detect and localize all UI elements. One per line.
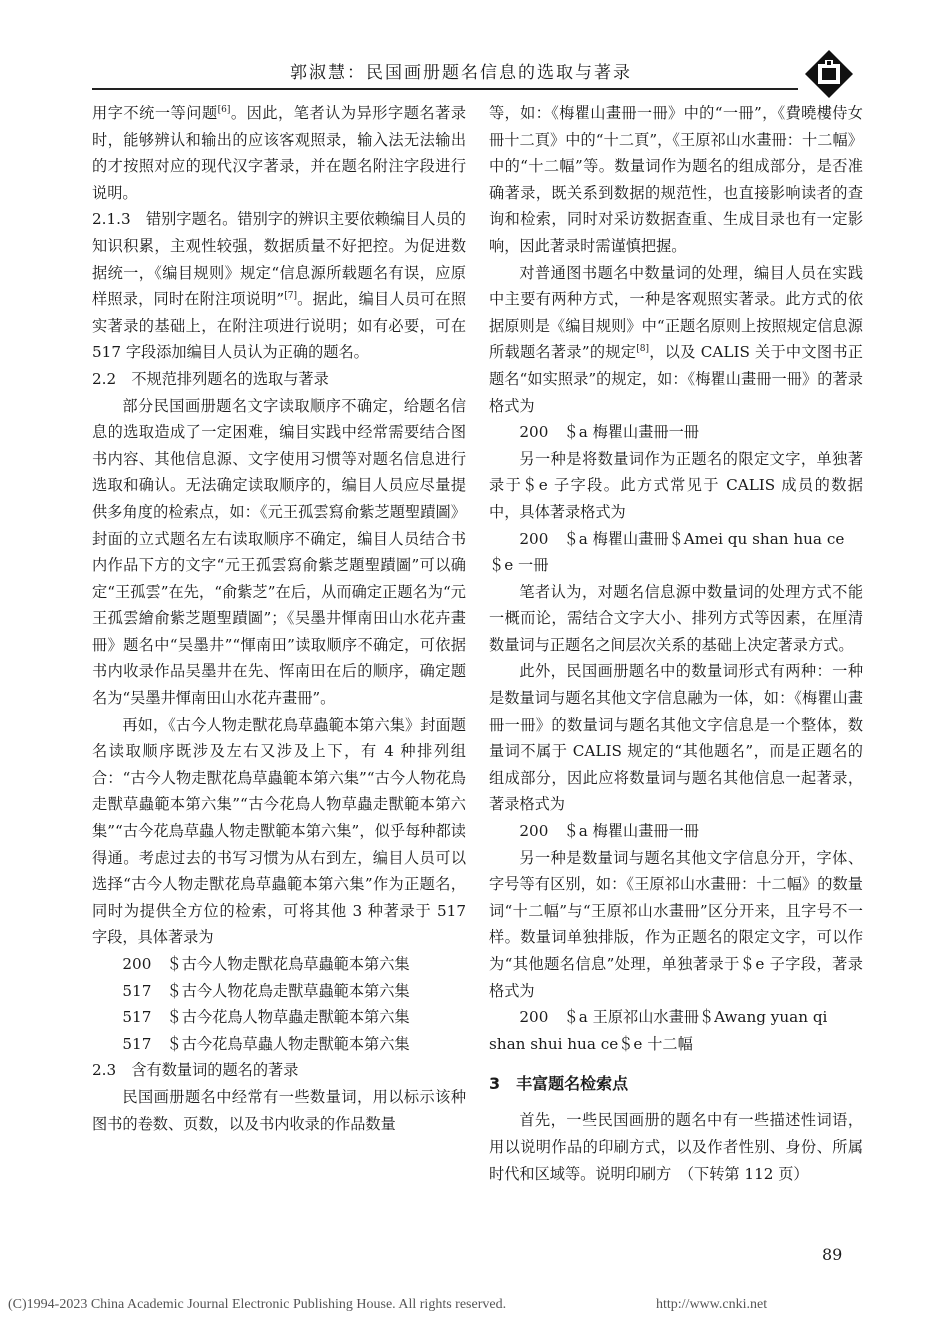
paragraph: 部分民国画册题名文字读取顺序不确定，给题名信息的选取造成了一定困难，编目实践中经常需要结合图书内容、其他信息源、文字使用习惯等对题名信息进行选取和确认。无法确定读取顺序的，编目人员应尽量提供多角度的检索点，如：《元王孤雲寫俞紫芝題聖蹟圖》封面的立式题名左右读取顺序不确定，编目人员结合书内作品下方的文字“元王孤雲寫俞紫芝題聖蹟圖”可以确定“王孤雲”在先，“俞紫芝”在后，从而确定正题名为“元王孤雲繪俞紫芝題聖蹟圖”；《吴墨井惲南田山水花卉畫冊》题名中“吴墨井”“惲南田”读取顺序不确定，可依据书内收录作品吴墨井在先、恽南田在后的顺序，确定题名为“吴墨井惲南田山水花卉畫冊”。: [92, 396, 466, 708]
paragraph: 另一种是将数量词作为正题名的限定文字，单独著录于＄e 子字段。此方式常见于 CALIS 成员的数据中，具体著录格式为: [489, 449, 863, 521]
citation[interactable]: [8]: [636, 344, 650, 355]
paragraph: 此外，民国画册题名中的数量词形式有两种：一种是数量词与题名其他文字信息融为一体，如：《梅瞿山畫冊一冊》的数量词与题名其他文字信息是一个整体，数量词不属于 CALIS 规定的“其他题名”，而是正题名的组成部分，因此应将数量词与题名其他信息一起著录，著录格式为: [489, 662, 863, 814]
paragraph: 首先，一些民国画册的题名中有一些描述性词语，用以说明作品的印刷方式，以及作者性别、身份、所属时代和区域等。说明印刷方 （下转第 112 页）: [489, 1111, 863, 1183]
record-line: 517 ＄古今花鳥人物草蟲走獸範本第六集: [122, 1008, 410, 1027]
paragraph: 再如，《古今人物走獸花鳥草蟲範本第六集》封面题名读取顺序既涉及左右又涉及上下，有 4 种排列组合：“古今人物走獸花鳥草蟲範本第六集”“古今人物花鳥走獸草蟲範本第六集”“古今花鳥人物草蟲走獸範本第六集”“古今花鳥草蟲人物走獸範本第六集”，似乎每种都读得通。考虑过去的书写习惯为从右到左，编目人员可以选择“古今人物走獸花鳥草蟲範本第六集”作为正题名，同时为提供全方位的检索，可将其他 3 种著录于 517 字段，具体著录为: [92, 715, 466, 947]
journal-logo-icon: [803, 48, 855, 100]
section-heading: 3 丰富题名检索点: [489, 1074, 629, 1094]
copyright-footer: (C)1994-2023 China Academic Journal Electronic Publishing House. All rights reserved.: [8, 1297, 507, 1312]
footer-link[interactable]: http://www.cnki.net: [656, 1297, 768, 1312]
paragraph: 民国画册题名中经常有一些数量词，用以标示该种图书的卷数、页数，以及书内收录的作品数量: [92, 1087, 466, 1133]
record-line: ＄e 一冊: [489, 556, 549, 575]
paragraph: 用字不统一等问题[6]。因此，笔者认为异形字题名著录时，能够辨认和输出的应该客观照录，输入法无法输出的才按照对应的现代汉字著录，并在题名附注字段进行说明。: [92, 104, 467, 202]
header-rule: [92, 88, 798, 90]
record-line: shan shui hua ce＄e 十二幅: [489, 1034, 693, 1053]
citation[interactable]: [7]: [284, 291, 297, 302]
paragraph: 另一种是数量词与题名其他文字信息分开，字体、字号等有区别，如：《王原祁山水畫冊：十二幅》的数量词“十二幅”与“王原祁山水畫冊”区分开来，且字号不一样。数量词单独排版，作为正题名的限定文字，可以作为“其他题名信息”处理，单独著录于＄e 子字段，著录格式为: [489, 848, 863, 1000]
paragraph: 2.1.3 错别字题名。错别字的辨识主要依赖编目人员的知识积累，主观性较强，数据质量不好把控。为促进数据统一，《编目规则》规定“信息源所载题名有误，应原样照录，同时在附注项说明”[7]。据此，编目人员可在照实著录的基础上，在附注项进行说明；如有必要，可在 517 字段添加编目人员认为正确的题名。: [92, 210, 467, 362]
paragraph: 笔者认为，对题名信息源中数量词的处理方式不能一概而论，需结合文字大小、排列方式等因素，在厘清数量词与正题名之间层次关系的基础上决定著录方式。: [489, 582, 863, 654]
left-column: [92, 100, 466, 1137]
record-line: 200 ＄a 梅瞿山畫冊一冊: [519, 423, 699, 442]
record-line: 200 ＄a 梅瞿山畫冊＄Amei qu shan hua ce: [519, 529, 845, 548]
record-line: 200 ＄a 王原祁山水畫冊＄Awang yuan qi: [519, 1008, 828, 1027]
record-line: 200 ＄a 梅瞿山畫冊一冊: [519, 822, 699, 841]
page-number: 89: [822, 1245, 843, 1264]
running-title: 郭淑慧：民国画册题名信息的选取与著录: [290, 63, 632, 83]
subsection-heading: 2.1.3 错别字题名。: [92, 210, 238, 229]
section-heading: 2.2 不规范排列题名的选取与著录: [92, 369, 329, 388]
right-column: [489, 100, 863, 1187]
record-line: 517 ＄古今人物花鳥走獸草蟲範本第六集: [122, 981, 410, 1000]
paragraph: 等，如：《梅瞿山畫冊一冊》中的“一冊”，《費曉樓侍女冊十二頁》中的“十二頁”，《王原祁山水畫冊：十二幅》中的“十二幅”等。数量词作为题名的组成部分，是否准确著录，既关系到数据的规范性，也直接影响读者的查询和检索，同时对采访数据查重、生成目录也有一定影响，因此著录时需谨慎把握。: [489, 104, 863, 255]
record-line: 517 ＄古今花鳥草蟲人物走獸範本第六集: [122, 1034, 410, 1053]
paragraph: 对普通图书题名中数量词的处理，编目人员在实践中主要有两种方式，一种是客观照实著录。此方式的依据原则是《编目规则》中“正题名原则上按照规定信息源所载题名著录”的规定[8]，以及 CALIS 关于中文图书正题名“如实照录”的规定，如：《梅瞿山畫冊一冊》的著录格式为: [489, 263, 863, 415]
record-line: 200 ＄古今人物走獸花鳥草蟲範本第六集: [122, 955, 410, 973]
citation[interactable]: [6]: [217, 105, 231, 115]
section-heading: 2.3 含有数量词的题名的著录: [92, 1061, 299, 1080]
